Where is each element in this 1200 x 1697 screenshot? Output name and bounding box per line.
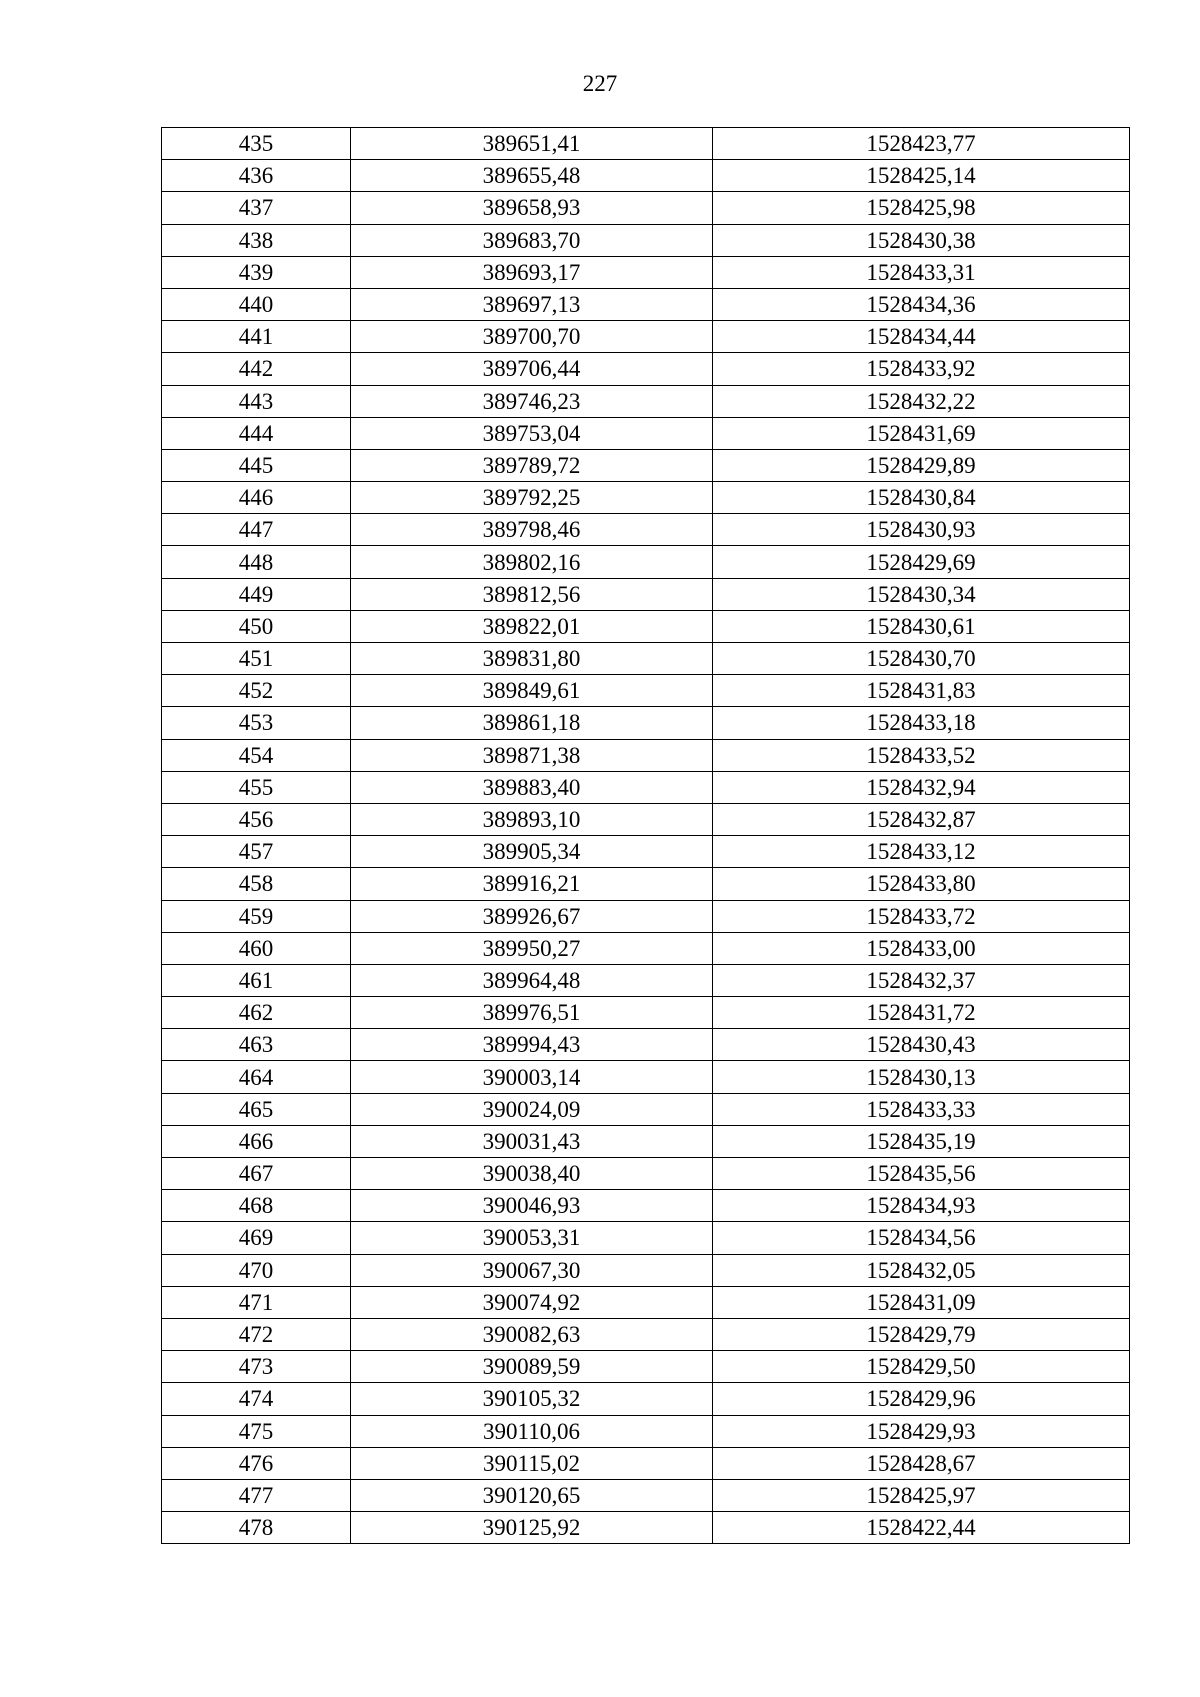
- table-row: [162, 160, 1130, 192]
- point-number-cell: 455: [162, 771, 351, 803]
- point-number-cell: 457: [162, 836, 351, 868]
- x-coordinate-cell: 389812,56: [351, 578, 713, 610]
- x-coordinate-cell: 389683,70: [351, 224, 713, 256]
- point-number-cell: 462: [162, 997, 351, 1029]
- x-coordinate-cell: 390024,09: [351, 1093, 713, 1125]
- y-coordinate-cell: 1528423,77: [713, 128, 1130, 160]
- x-coordinate-cell: 389871,38: [351, 739, 713, 771]
- y-coordinate-cell: 1528428,67: [713, 1447, 1130, 1479]
- x-coordinate-cell: 390067,30: [351, 1254, 713, 1286]
- y-coordinate-cell: 1528435,19: [713, 1125, 1130, 1157]
- point-number-cell: 446: [162, 482, 351, 514]
- table-row: [162, 321, 1130, 353]
- x-coordinate-cell: 390082,63: [351, 1318, 713, 1350]
- table-row: [162, 1029, 1130, 1061]
- table-row: [162, 1254, 1130, 1286]
- x-coordinate-cell: 389789,72: [351, 449, 713, 481]
- point-number-cell: 439: [162, 256, 351, 288]
- table-row: [162, 256, 1130, 288]
- y-coordinate-cell: 1528429,79: [713, 1318, 1130, 1350]
- table-row: [162, 1479, 1130, 1511]
- table-row: [162, 997, 1130, 1029]
- y-coordinate-cell: 1528434,36: [713, 288, 1130, 320]
- table-row: [162, 610, 1130, 642]
- y-coordinate-cell: 1528422,44: [713, 1512, 1130, 1544]
- table-row: [162, 1318, 1130, 1350]
- point-number-cell: 477: [162, 1479, 351, 1511]
- x-coordinate-cell: 390038,40: [351, 1158, 713, 1190]
- x-coordinate-cell: 389905,34: [351, 836, 713, 868]
- table-row: [162, 1512, 1130, 1544]
- table-row: [162, 546, 1130, 578]
- y-coordinate-cell: 1528433,52: [713, 739, 1130, 771]
- table-row: [162, 675, 1130, 707]
- y-coordinate-cell: 1528432,87: [713, 803, 1130, 835]
- table-row: [162, 836, 1130, 868]
- point-number-cell: 465: [162, 1093, 351, 1125]
- point-number-cell: 478: [162, 1512, 351, 1544]
- y-coordinate-cell: 1528432,05: [713, 1254, 1130, 1286]
- table-row: [162, 803, 1130, 835]
- y-coordinate-cell: 1528429,89: [713, 449, 1130, 481]
- y-coordinate-cell: 1528431,83: [713, 675, 1130, 707]
- point-number-cell: 452: [162, 675, 351, 707]
- point-number-cell: 440: [162, 288, 351, 320]
- y-coordinate-cell: 1528425,14: [713, 160, 1130, 192]
- y-coordinate-cell: 1528429,96: [713, 1383, 1130, 1415]
- y-coordinate-cell: 1528430,38: [713, 224, 1130, 256]
- x-coordinate-cell: 389651,41: [351, 128, 713, 160]
- x-coordinate-cell: 389893,10: [351, 803, 713, 835]
- y-coordinate-cell: 1528434,93: [713, 1190, 1130, 1222]
- x-coordinate-cell: 390089,59: [351, 1351, 713, 1383]
- table-row: [162, 707, 1130, 739]
- point-number-cell: 443: [162, 385, 351, 417]
- table-row: [162, 128, 1130, 160]
- table-row: [162, 417, 1130, 449]
- table-row: [162, 964, 1130, 996]
- table-row: [162, 932, 1130, 964]
- y-coordinate-cell: 1528434,56: [713, 1222, 1130, 1254]
- coordinates-table: [161, 127, 1130, 1544]
- x-coordinate-cell: 389950,27: [351, 932, 713, 964]
- x-coordinate-cell: 389849,61: [351, 675, 713, 707]
- y-coordinate-cell: 1528435,56: [713, 1158, 1130, 1190]
- point-number-cell: 466: [162, 1125, 351, 1157]
- x-coordinate-cell: 390053,31: [351, 1222, 713, 1254]
- x-coordinate-cell: 389802,16: [351, 546, 713, 578]
- y-coordinate-cell: 1528430,70: [713, 643, 1130, 675]
- point-number-cell: 449: [162, 578, 351, 610]
- table-row: [162, 771, 1130, 803]
- x-coordinate-cell: 390110,06: [351, 1415, 713, 1447]
- table-row: [162, 1158, 1130, 1190]
- y-coordinate-cell: 1528429,69: [713, 546, 1130, 578]
- point-number-cell: 435: [162, 128, 351, 160]
- y-coordinate-cell: 1528431,72: [713, 997, 1130, 1029]
- x-coordinate-cell: 389994,43: [351, 1029, 713, 1061]
- y-coordinate-cell: 1528434,44: [713, 321, 1130, 353]
- table-row: [162, 1222, 1130, 1254]
- x-coordinate-cell: 389697,13: [351, 288, 713, 320]
- table-row: [162, 1093, 1130, 1125]
- x-coordinate-cell: 389861,18: [351, 707, 713, 739]
- x-coordinate-cell: 390074,92: [351, 1286, 713, 1318]
- table-row: [162, 385, 1130, 417]
- x-coordinate-cell: 389792,25: [351, 482, 713, 514]
- x-coordinate-cell: 389658,93: [351, 192, 713, 224]
- x-coordinate-cell: 390125,92: [351, 1512, 713, 1544]
- table-row: [162, 514, 1130, 546]
- x-coordinate-cell: 389976,51: [351, 997, 713, 1029]
- y-coordinate-cell: 1528432,94: [713, 771, 1130, 803]
- x-coordinate-cell: 389916,21: [351, 868, 713, 900]
- y-coordinate-cell: 1528431,69: [713, 417, 1130, 449]
- x-coordinate-cell: 389831,80: [351, 643, 713, 675]
- x-coordinate-cell: 389700,70: [351, 321, 713, 353]
- table-row: [162, 1447, 1130, 1479]
- x-coordinate-cell: 390115,02: [351, 1447, 713, 1479]
- y-coordinate-cell: 1528431,09: [713, 1286, 1130, 1318]
- point-number-cell: 445: [162, 449, 351, 481]
- y-coordinate-cell: 1528429,93: [713, 1415, 1130, 1447]
- point-number-cell: 458: [162, 868, 351, 900]
- point-number-cell: 436: [162, 160, 351, 192]
- x-coordinate-cell: 390105,32: [351, 1383, 713, 1415]
- y-coordinate-cell: 1528433,18: [713, 707, 1130, 739]
- y-coordinate-cell: 1528430,61: [713, 610, 1130, 642]
- table-row: [162, 643, 1130, 675]
- point-number-cell: 463: [162, 1029, 351, 1061]
- y-coordinate-cell: 1528430,13: [713, 1061, 1130, 1093]
- table-row: [162, 868, 1130, 900]
- point-number-cell: 461: [162, 964, 351, 996]
- point-number-cell: 448: [162, 546, 351, 578]
- point-number-cell: 467: [162, 1158, 351, 1190]
- point-number-cell: 444: [162, 417, 351, 449]
- point-number-cell: 456: [162, 803, 351, 835]
- point-number-cell: 473: [162, 1351, 351, 1383]
- point-number-cell: 447: [162, 514, 351, 546]
- table-row: [162, 1286, 1130, 1318]
- x-coordinate-cell: 389883,40: [351, 771, 713, 803]
- point-number-cell: 450: [162, 610, 351, 642]
- y-coordinate-cell: 1528425,98: [713, 192, 1130, 224]
- page-number: 227: [582, 71, 618, 96]
- y-coordinate-cell: 1528425,97: [713, 1479, 1130, 1511]
- table-row: [162, 353, 1130, 385]
- point-number-cell: 469: [162, 1222, 351, 1254]
- x-coordinate-cell: 389655,48: [351, 160, 713, 192]
- point-number-cell: 453: [162, 707, 351, 739]
- table-row: [162, 578, 1130, 610]
- point-number-cell: 471: [162, 1286, 351, 1318]
- y-coordinate-cell: 1528432,22: [713, 385, 1130, 417]
- point-number-cell: 470: [162, 1254, 351, 1286]
- point-number-cell: 475: [162, 1415, 351, 1447]
- x-coordinate-cell: 390120,65: [351, 1479, 713, 1511]
- x-coordinate-cell: 390003,14: [351, 1061, 713, 1093]
- table-row: [162, 1061, 1130, 1093]
- y-coordinate-cell: 1528433,80: [713, 868, 1130, 900]
- table-row: [162, 224, 1130, 256]
- point-number-cell: 441: [162, 321, 351, 353]
- table-row: [162, 449, 1130, 481]
- x-coordinate-cell: 389926,67: [351, 900, 713, 932]
- y-coordinate-cell: 1528433,00: [713, 932, 1130, 964]
- point-number-cell: 459: [162, 900, 351, 932]
- y-coordinate-cell: 1528432,37: [713, 964, 1130, 996]
- point-number-cell: 438: [162, 224, 351, 256]
- table-row: [162, 1383, 1130, 1415]
- point-number-cell: 442: [162, 353, 351, 385]
- point-number-cell: 460: [162, 932, 351, 964]
- y-coordinate-cell: 1528430,84: [713, 482, 1130, 514]
- table-row: [162, 900, 1130, 932]
- x-coordinate-cell: 390031,43: [351, 1125, 713, 1157]
- y-coordinate-cell: 1528433,72: [713, 900, 1130, 932]
- y-coordinate-cell: 1528433,31: [713, 256, 1130, 288]
- y-coordinate-cell: 1528430,34: [713, 578, 1130, 610]
- table-row: [162, 1125, 1130, 1157]
- x-coordinate-cell: 389706,44: [351, 353, 713, 385]
- point-number-cell: 472: [162, 1318, 351, 1350]
- x-coordinate-cell: 389746,23: [351, 385, 713, 417]
- point-number-cell: 476: [162, 1447, 351, 1479]
- table-row: [162, 192, 1130, 224]
- y-coordinate-cell: 1528433,92: [713, 353, 1130, 385]
- y-coordinate-cell: 1528433,33: [713, 1093, 1130, 1125]
- point-number-cell: 454: [162, 739, 351, 771]
- coordinates-table-body: [162, 128, 1130, 1544]
- point-number-cell: 451: [162, 643, 351, 675]
- table-row: [162, 739, 1130, 771]
- x-coordinate-cell: 389753,04: [351, 417, 713, 449]
- x-coordinate-cell: 389964,48: [351, 964, 713, 996]
- point-number-cell: 464: [162, 1061, 351, 1093]
- table-row: [162, 1190, 1130, 1222]
- x-coordinate-cell: 389798,46: [351, 514, 713, 546]
- point-number-cell: 474: [162, 1383, 351, 1415]
- table-row: [162, 288, 1130, 320]
- x-coordinate-cell: 389693,17: [351, 256, 713, 288]
- point-number-cell: 468: [162, 1190, 351, 1222]
- table-row: [162, 1351, 1130, 1383]
- y-coordinate-cell: 1528430,43: [713, 1029, 1130, 1061]
- x-coordinate-cell: 389822,01: [351, 610, 713, 642]
- table-row: [162, 1415, 1130, 1447]
- point-number-cell: 437: [162, 192, 351, 224]
- y-coordinate-cell: 1528429,50: [713, 1351, 1130, 1383]
- y-coordinate-cell: 1528430,93: [713, 514, 1130, 546]
- x-coordinate-cell: 390046,93: [351, 1190, 713, 1222]
- y-coordinate-cell: 1528433,12: [713, 836, 1130, 868]
- table-row: [162, 482, 1130, 514]
